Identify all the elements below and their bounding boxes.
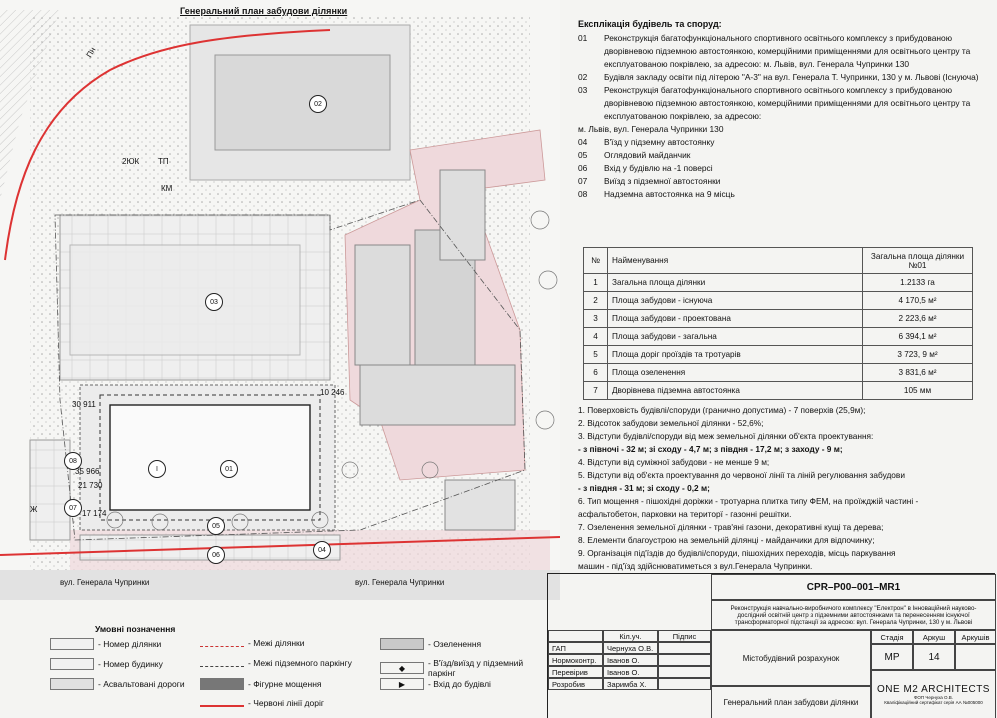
table-cell: Площа доріг проїздів та тротуарів <box>608 346 863 364</box>
legend-item <box>50 658 163 670</box>
explication-text: Оглядовий майданчик <box>604 150 691 160</box>
dimension-label: 30 911 <box>72 400 96 409</box>
legend-label: - Номер будинку <box>98 659 163 669</box>
marker-06: 06 <box>207 546 225 564</box>
stage-value: МР <box>871 644 913 670</box>
signature-cell <box>658 666 711 678</box>
explication-num: 05 <box>578 150 588 160</box>
legend-label: - Червоні лінії доріг <box>248 698 324 708</box>
legend-item <box>380 638 481 650</box>
dimension-label: 21 730 <box>78 481 103 490</box>
explication-item <box>578 149 988 162</box>
table-row <box>584 274 973 292</box>
site-plan <box>0 0 560 600</box>
legend-label: - Вхід до будівлі <box>428 679 491 689</box>
table-cell: 1.2133 га <box>863 274 973 292</box>
role-label: ГАП <box>548 642 603 654</box>
plot-marker-I: I <box>148 460 166 478</box>
role-label: Розробив <box>548 678 603 690</box>
note-line: 9. Організація під'їздів до будівлі/споруди, пішохідних переходів, місць паркування <box>578 548 896 558</box>
greenery-swatch <box>380 638 424 650</box>
table-cell: Площа забудови - загальна <box>608 328 863 346</box>
explication-text: Реконструкція багатофункціонального спортивного освітнього комплексу з прибудованою дворівневою підземною автостоянкою, комерційними приміщеннями для освітнього центру та експлуатованою покрівлею, за адресою: <box>604 85 971 121</box>
table-row <box>584 364 973 382</box>
table-cell: 2 223,6 м² <box>863 310 973 328</box>
tb-blank <box>548 630 603 642</box>
explication-item <box>578 71 988 84</box>
title-block <box>547 573 995 718</box>
explication-text: Надземна автостоянка на 9 місць <box>604 189 735 199</box>
kilch-label: Кіл.уч. <box>603 630 658 642</box>
role-name: Чернуха О.В. <box>603 642 658 654</box>
sheet-number: 14 <box>913 644 955 670</box>
explication-text: м. Львів, вул. Генерала Чупринки 130 <box>578 124 724 134</box>
explication-item <box>578 136 988 149</box>
explication-text: В'їзд у підземну автостоянку <box>604 137 715 147</box>
explication-num: 02 <box>578 72 588 82</box>
table-row <box>584 346 973 364</box>
table-row <box>584 292 973 310</box>
legend-label: - Межі ділянки <box>248 638 305 648</box>
explication-num: 07 <box>578 176 588 186</box>
legend-label: - Фігурне мощення <box>248 679 322 689</box>
table-cell: 3 723, 9 м² <box>863 346 973 364</box>
company-name: ONE M2 ARCHITECTS <box>877 684 990 695</box>
table-cell: Площа забудови - проектована <box>608 310 863 328</box>
sheets-count <box>955 644 996 670</box>
plot-boundary-swatch <box>200 640 244 647</box>
marker-08: 08 <box>64 452 82 470</box>
role-label: Нормоконтр. <box>548 654 603 666</box>
explication-text: Вхід у будівлю на -1 поверсі <box>604 163 713 173</box>
building-marker-02: 02 <box>309 95 327 113</box>
table-cell: 4 <box>584 328 608 346</box>
company-sub: Кваліфікаційний сертифікат серія АА №005000 <box>884 700 983 705</box>
explication-text: Реконструкція багатофункціонального спортивного освітнього комплексу з прибудованою дворівневою підземною автостоянкою, комерційними приміщеннями для освітнього центру та експлуатованою покрівлею, за адресою: м. Львів, вул. Генерала Чупринки 130 <box>604 33 971 69</box>
drawing-title: Генеральний план забудови ділянки <box>711 686 871 718</box>
sheet-label: Аркуш <box>913 630 955 644</box>
sheet-title: Містобудівний розрахунок <box>711 630 871 686</box>
signature-cell <box>658 654 711 666</box>
explication-text: Виїзд з підземної автостоянки <box>604 176 721 186</box>
legend-item <box>50 678 185 690</box>
legend-item <box>380 658 540 678</box>
table-cell: Площа забудови - існуюча <box>608 292 863 310</box>
table-cell: 6 394,1 м² <box>863 328 973 346</box>
role-label: Перевірив <box>548 666 603 678</box>
parking-boundary-swatch <box>200 660 244 667</box>
building-marker-03: 03 <box>205 293 223 311</box>
building-marker-01: 01 <box>220 460 238 478</box>
drawing-code: CPR–P00–001–MR1 <box>711 574 996 600</box>
note-line: машин - під'їзд здійснюватиметься з вул.Генерала Чупринки. <box>578 561 813 571</box>
plan-small-label: ТП <box>158 157 169 166</box>
table-cell: Площа озеленення <box>608 364 863 382</box>
explication-item <box>578 123 988 136</box>
note-line: 8. Елементи благоустрою на земельній ділянці - майданчики для відпочинку; <box>578 535 875 545</box>
stage-label: Стадія <box>871 630 913 644</box>
table-cell: Загальна площа ділянки <box>608 274 863 292</box>
explication-item <box>578 188 988 201</box>
building-number-swatch <box>50 658 94 670</box>
table-cell: 1 <box>584 274 608 292</box>
table-cell: Дворівнева підземна автостоянка <box>608 382 863 400</box>
table-cell: 105 мм <box>863 382 973 400</box>
marker-04: 04 <box>313 541 331 559</box>
table-cell: 5 <box>584 346 608 364</box>
note-line: 2. Відсоток забудови земельної ділянки - 52,6%; <box>578 418 764 428</box>
company-sub: ФОП Чернуха О.В. <box>913 695 954 700</box>
note-line: 1. Поверховість будівлі/споруди (гранично допустима) - 7 поверхів (25,9м); <box>578 405 866 415</box>
project-description: Реконструкція навчально-виробничого комплексу "Електрон" в Інноваційний науково-дослідний освітній центр з підземними автостоянками та перенесенням існуючої трансформаторної підстанції за адресою: вул. Генерала Чупринки, 130 у м. Львові <box>711 600 996 630</box>
legend-item <box>200 638 305 648</box>
legend-item <box>200 658 352 668</box>
signature-cell <box>658 678 711 690</box>
table-row <box>584 310 973 328</box>
legend-item <box>380 678 491 690</box>
table-header: № <box>584 248 608 274</box>
legend <box>40 618 540 718</box>
plan-small-label: Ж <box>30 505 38 514</box>
explication-list <box>578 18 988 201</box>
parking-entry-icon: ◆ <box>380 662 424 674</box>
note-line: - з півдня - 31 м; зі сходу - 0,2 м; <box>578 483 710 493</box>
legend-label: - Номер ділянки <box>98 639 162 649</box>
explication-num: 03 <box>578 85 588 95</box>
explication-item <box>578 175 988 188</box>
explication-num: 04 <box>578 137 588 147</box>
table-header-row <box>584 248 973 274</box>
notes-list <box>578 404 990 573</box>
sheets-label: Аркушів <box>955 630 996 644</box>
area-table <box>583 247 973 400</box>
table-cell: 6 <box>584 364 608 382</box>
legend-item <box>200 678 322 690</box>
legend-label: - Озеленення <box>428 639 482 649</box>
role-name: Іванов О. <box>603 666 658 678</box>
signature-label: Підпис <box>658 630 711 642</box>
note-line: - з півночі - 32 м; зі сходу - 4,7 м; з півдня - 17,2 м; з заходу - 9 м; <box>578 444 843 454</box>
note-line: асфальтобетон, парковки на територї - газонні решітки. <box>578 509 792 519</box>
table-cell: 3 <box>584 310 608 328</box>
legend-label: - Асвальтовані дороги <box>98 679 185 689</box>
table-row <box>584 382 973 400</box>
signature-cell <box>658 642 711 654</box>
marker-07: 07 <box>64 499 82 517</box>
note-line: 5. Відступи від об'єкта проектування до червоної лінії та ліній регулювання забудови <box>578 470 905 480</box>
legend-item <box>200 698 324 708</box>
marker-05: 05 <box>207 517 225 535</box>
explication-num: 06 <box>578 163 588 173</box>
note-line: 6. Тип мощення - пішохідні доріжки - тротуарна плитка типу ФЕМ, на проїжджій частині - <box>578 496 919 506</box>
company-block <box>871 670 996 718</box>
street-label: вул. Генерала Чупринки <box>355 578 445 587</box>
explication-item <box>578 84 988 123</box>
explication-num: 08 <box>578 189 588 199</box>
table-cell: 7 <box>584 382 608 400</box>
table-header: Найменування <box>608 248 863 274</box>
table-cell: 3 831,6 м² <box>863 364 973 382</box>
note-line: 3. Відступи будівлі/споруди від меж земельної ділянки об'єкта проектування: <box>578 431 874 441</box>
legend-item <box>50 638 161 650</box>
role-name: Заримба Х. <box>603 678 658 690</box>
table-cell: 4 170,5 м² <box>863 292 973 310</box>
note-line: 7. Озеленення земельної ділянки - трав'яні газони, декоративні кущі та дерева; <box>578 522 884 532</box>
explication-text: Будівля закладу освіти під літерою "А-3" на вул. Генерала Т. Чупринки, 130 у м. Львові (Існуюча) <box>604 72 979 82</box>
dimension-label: 10 246 <box>320 388 345 397</box>
role-name: Іванов О. <box>603 654 658 666</box>
legend-label: - Межі підземного паркінгу <box>248 658 352 668</box>
street-label: вул. Генерала Чупринки <box>60 578 150 587</box>
table-row <box>584 328 973 346</box>
dimension-label: 35 966 <box>75 467 100 476</box>
plan-small-label: 2ЮК <box>122 157 140 166</box>
plan-title: Генеральний план забудови ділянки <box>180 6 348 16</box>
plot-number-swatch <box>50 638 94 650</box>
note-line: 4. Відступи від суміжної забудови - не менше 9 м; <box>578 457 770 467</box>
explication-num: 01 <box>578 33 588 43</box>
legend-title: Умовні позначення <box>95 624 176 634</box>
explication-heading: Експлікація будівель та споруд: <box>578 19 722 29</box>
plan-small-label: Пн <box>84 45 98 60</box>
legend-label: - В'їзд/виїзд у підземний паркінг <box>428 658 524 678</box>
table-cell: 2 <box>584 292 608 310</box>
building-entry-icon: ▶ <box>380 678 424 690</box>
plan-small-label: КМ <box>161 184 173 193</box>
red-line-swatch <box>200 700 244 707</box>
asphalt-swatch <box>50 678 94 690</box>
explication-item <box>578 32 988 71</box>
explication-item <box>578 162 988 175</box>
table-header: Загальна площа ділянки №01 <box>863 248 973 274</box>
paving-swatch <box>200 678 244 690</box>
dimension-label: 17 174 <box>82 509 107 518</box>
